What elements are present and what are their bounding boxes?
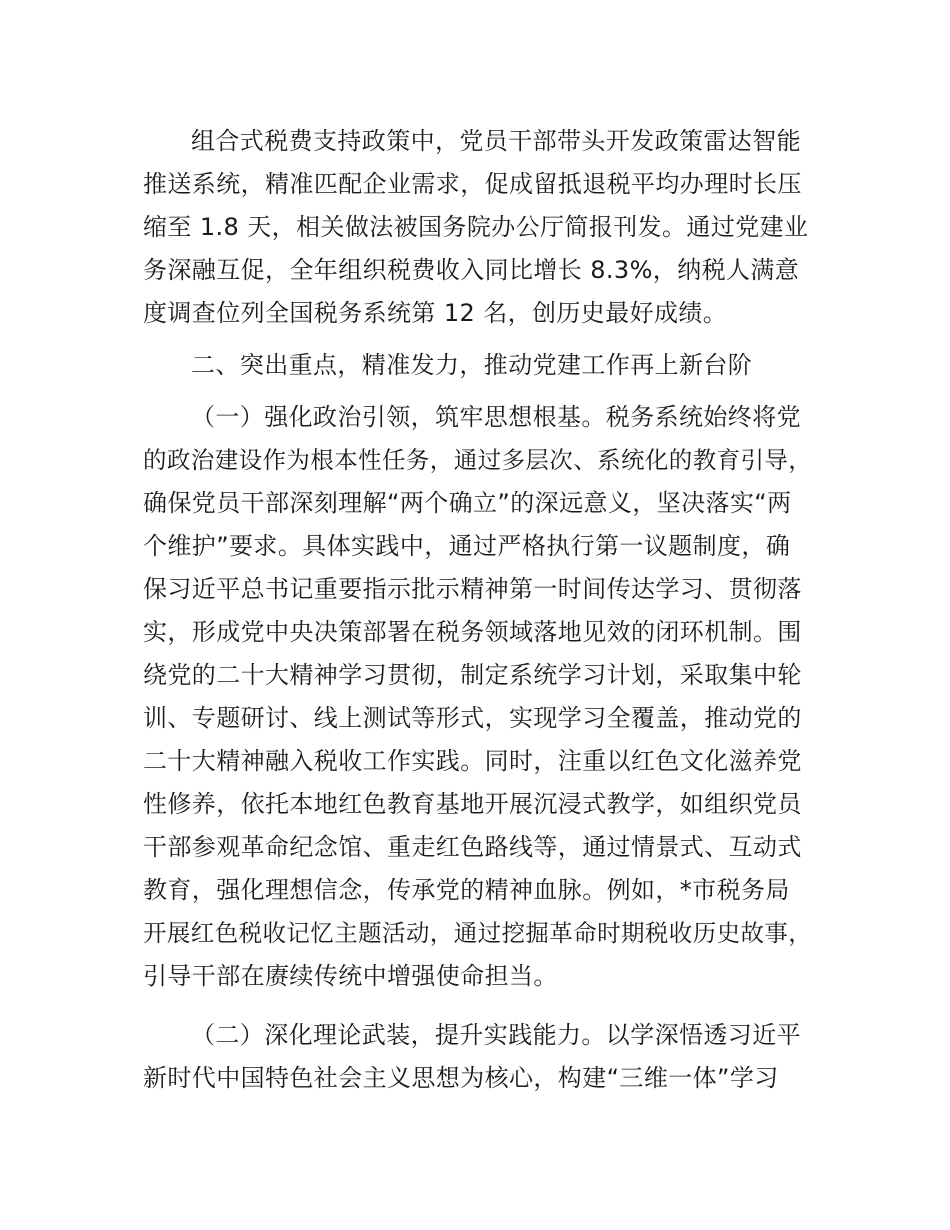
paragraph-1-line-2: 推送系统，精准匹配企业需求，促成留抵退税平均办理时长压 [143,170,802,198]
paragraph-2-line-2: 的政治建设作为根本性任务，通过多层次、系统化的教育引导， [143,446,813,474]
paragraph-2-line-11: 干部参观革命纪念馆、重走红色路线等，通过情景式、互动式 [143,833,802,861]
paragraph-2-line-14: 引导干部在赓续传统中增强使命担当。 [143,962,558,990]
section-heading: 二、突出重点，精准发力，推动党建工作再上新台阶 [191,351,753,379]
paragraph-2-line-5: 保习近平总书记重要指示批示精神第一时间传达学习、贯彻落 [143,575,802,603]
paragraph-2-line-4: 个维护”要求。具体实践中，通过严格执行第一议题制度，确 [143,532,791,560]
paragraph-1-line-3: 缩至 1.8 天，相关做法被国务院办公厅简报刊发。通过党建业 [143,213,809,241]
paragraph-2-line-13: 开展红色税收记忆主题活动，通过挖掘革命时期税收历史故事， [143,919,813,947]
paragraph-1-line-1: 组合式税费支持政策中，党员干部带头开发政策雷达智能 [191,127,801,155]
paragraph-2-line-8: 训、专题研讨、线上测试等形式，实现学习全覆盖，推动党的 [143,704,802,732]
paragraph-1-line-4: 务深融互促，全年组织税费收入同比增长 8.3%，纳税人满意 [143,256,800,284]
paragraph-2-line-1: （一）强化政治引领，筑牢思想根基。税务系统始终将党 [191,403,801,431]
paragraph-2-line-10: 性修养，依托本地红色教育基地开展沉浸式教学，如组织党员 [143,790,802,818]
paragraph-2-line-7: 绕党的二十大精神学习贯彻，制定系统学习计划，采取集中轮 [143,661,802,689]
paragraph-3-line-1: （二）深化理论武装，提升实践能力。以学深悟透习近平 [191,1021,801,1049]
paragraph-1-line-5: 度调查位列全国税务系统第 12 名，创历史最好成绩。 [143,299,728,327]
paragraph-2-line-3: 确保党员干部深刻理解“两个确立”的深远意义，坚决落实“两 [143,489,792,517]
paragraph-2-line-6: 实，形成党中央决策部署在税务领域落地见效的闭环机制。围 [143,618,802,646]
paragraph-2-line-12: 教育，强化理想信念，传承党的精神血脉。例如，*市税务局 [143,876,790,904]
paragraph-3-line-2: 新时代中国特色社会主义思想为核心，构建“三维一体”学习 [143,1064,779,1092]
paragraph-2-line-9: 二十大精神融入税收工作实践。同时，注重以红色文化滋养党 [143,747,802,775]
